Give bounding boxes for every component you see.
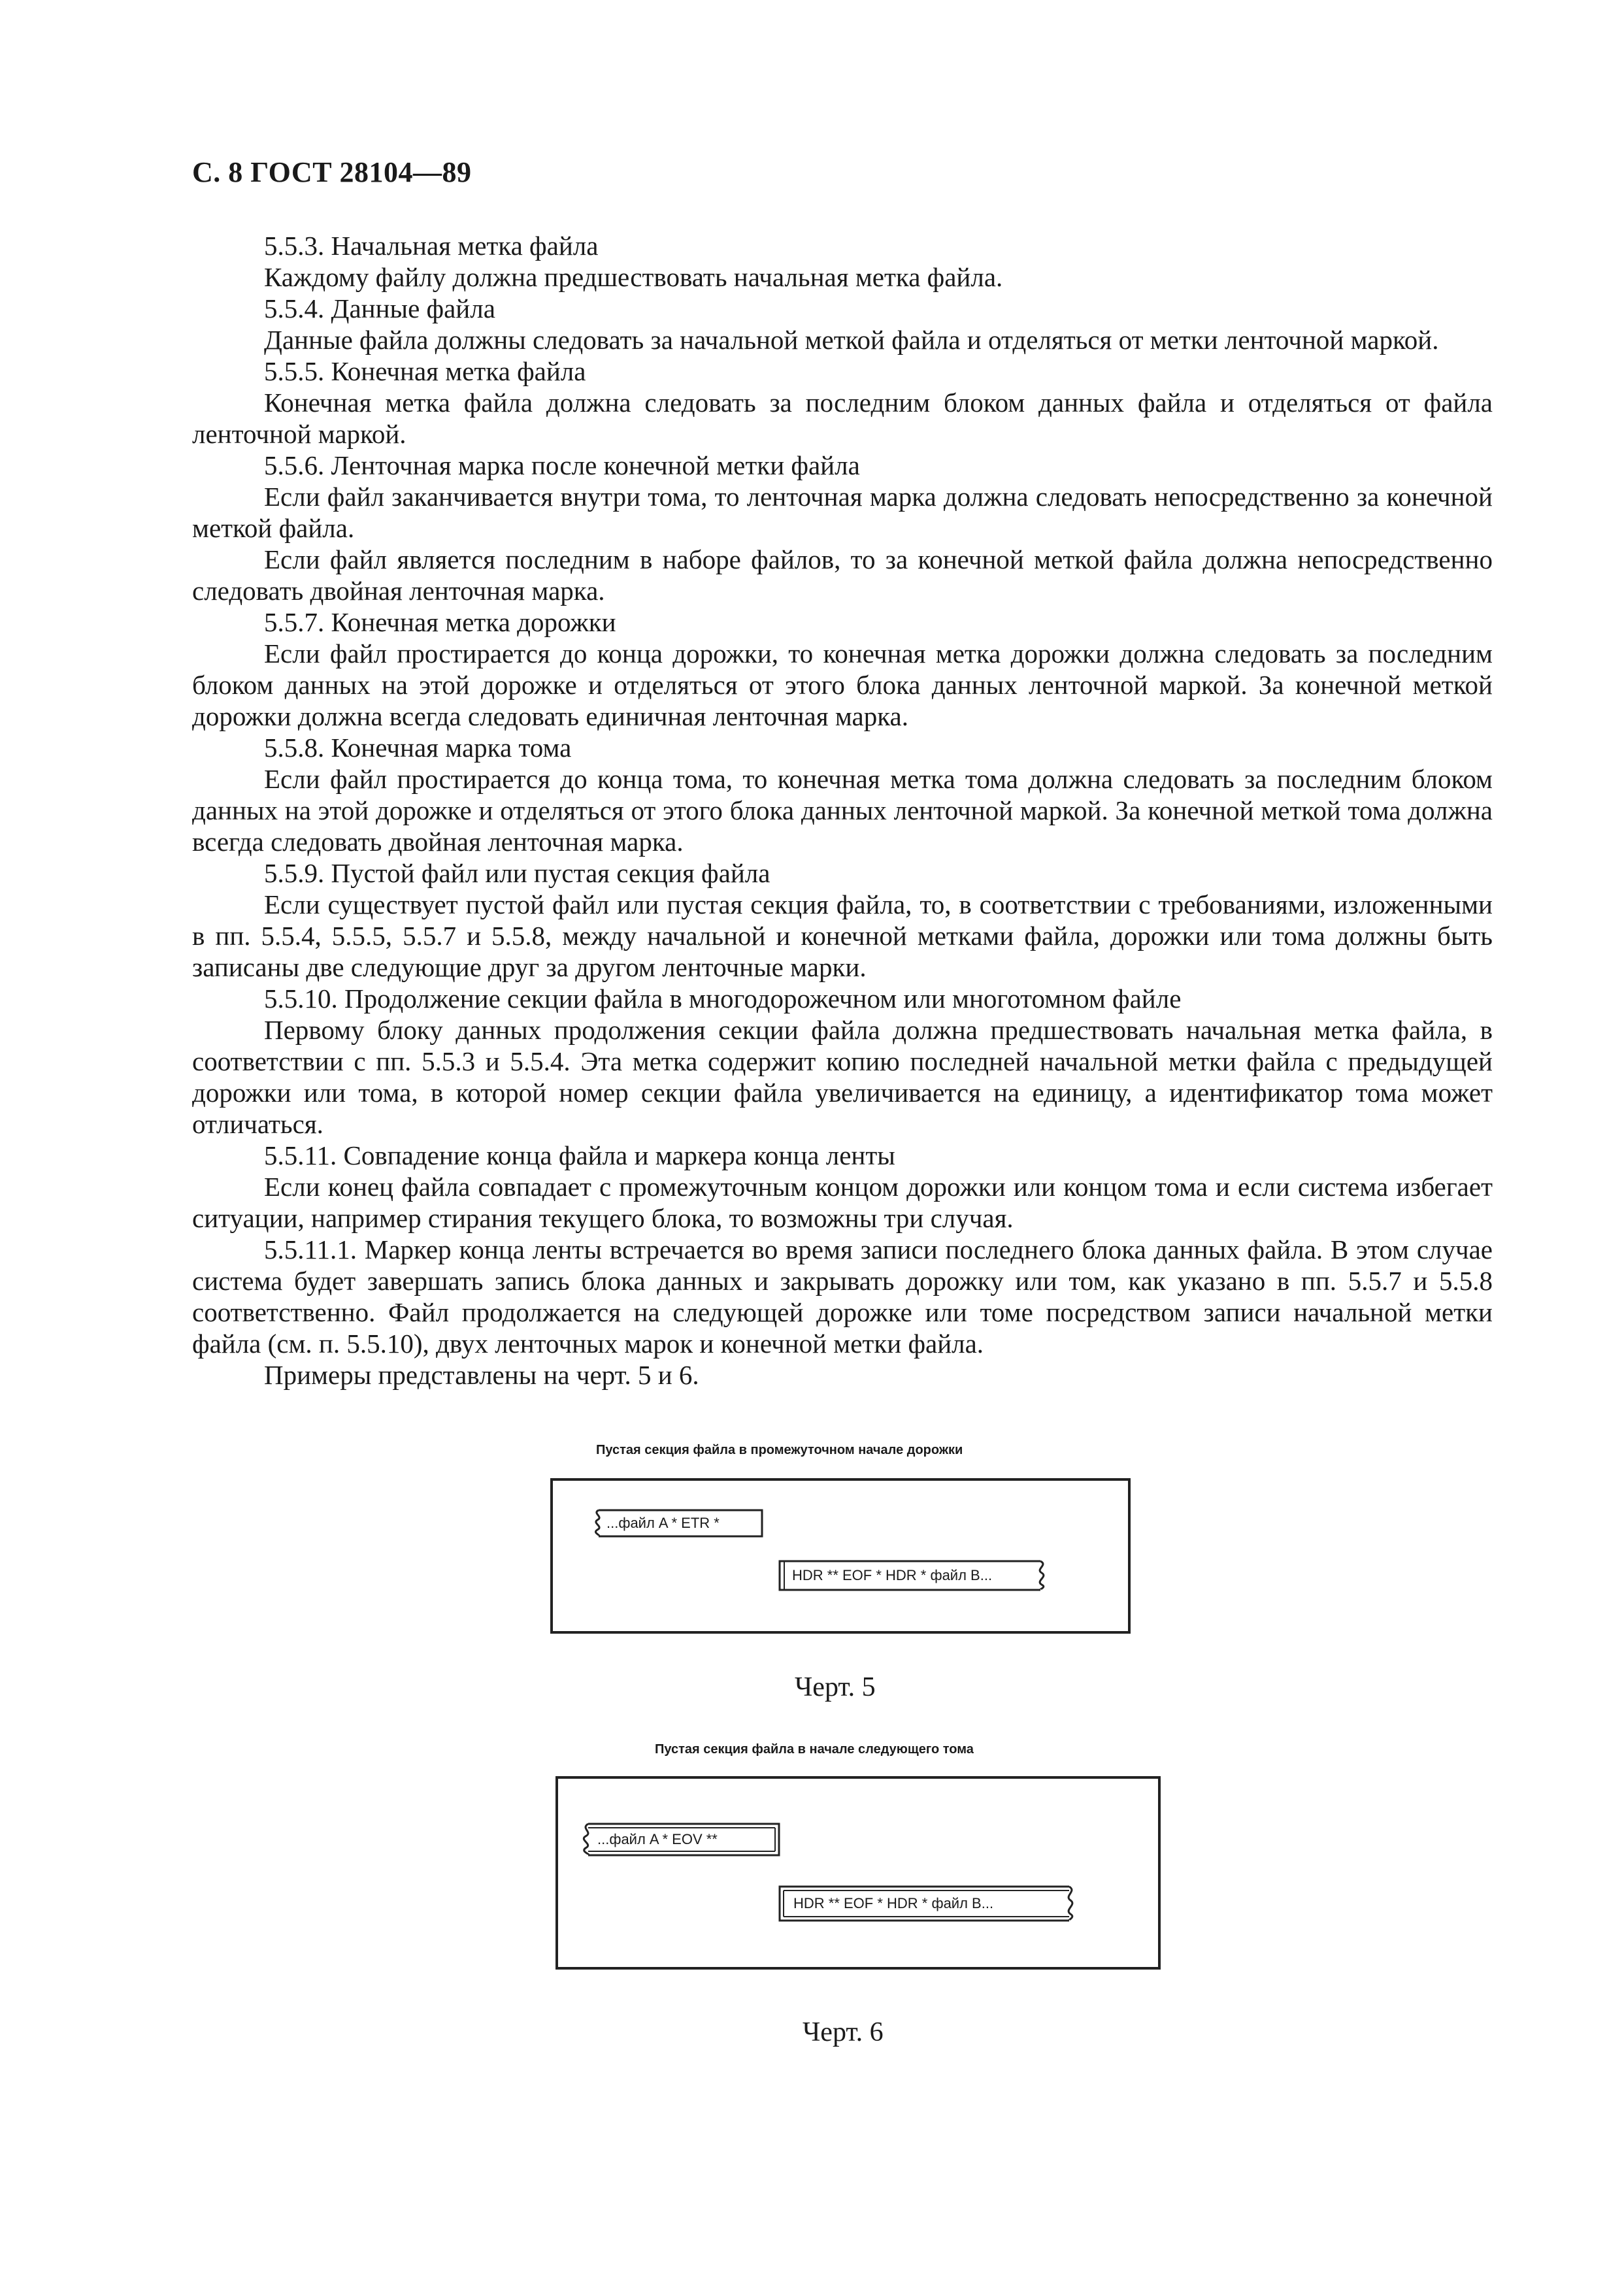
paragraph: Каждому файлу должна предшествовать начальная метка файла. <box>264 262 1003 292</box>
section-heading: 5.5.4. Данные файла <box>264 293 495 323</box>
paragraph: Если конец файла совпадает с промежуточным концом дорожки или концом тома и если система избегает ситуации, например стирания текущего блока, то возможны три случая. <box>192 1172 1493 1233</box>
diagram-frame <box>550 1478 1131 1634</box>
tape-block-lower <box>778 1559 1052 1592</box>
paragraph: Если файл простирается до конца тома, то конечная метка тома должна следовать за последним блоком данных на этой дорожке и отделяться от этого блока данных ленточной маркой. За конечной меткой тома должна всегда следовать двойная ленточная марка. <box>192 764 1493 857</box>
tape-label: HDR ** EOF * HDR * файл B... <box>792 1567 993 1583</box>
tape-label: ...файл A * ETR * <box>606 1515 720 1531</box>
section-heading: 5.5.11. Совпадение конца файла и маркера конца ленты <box>264 1140 895 1170</box>
paragraph: 5.5.11.1. Маркер конца ленты встречается во время записи последнего блока данных файла. В этом случае система будет завершать запись блока данных и закрывать дорожку или том, как указано в пп. 5.5.7 и 5.5.8 соответственно. Файл продолжается на следующей дорожке или томе посредством записи начальной метки файла (см. п. 5.5.10), двух ленточных марок и конечной метки файла. <box>192 1234 1493 1359</box>
paragraph: Данные файла должны следовать за начальной меткой файла и отделяться от метки ленточной маркой. <box>264 325 1439 355</box>
section-heading: 5.5.6. Ленточная марка после конечной метки файла <box>264 450 860 480</box>
tape-block-upper <box>589 1508 766 1538</box>
figure-caption: Черт. 6 <box>803 2017 884 2047</box>
page-header: С. 8 ГОСТ 28104—89 <box>192 156 472 188</box>
section-heading: 5.5.9. Пустой файл или пустая секция файла <box>264 858 771 888</box>
paragraph: Если файл заканчивается внутри тома, то ленточная марка должна следовать непосредственно за конечной меткой файла. <box>192 482 1493 543</box>
paragraph: Первому блоку данных продолжения секции файла должна предшествовать начальная метка файла, в соответствии с пп. 5.5.3 и 5.5.4. Эта метка содержит копию последней начальной метки файла с предыдущей дорожки или тома, в которой номер секции файла увеличивается на единицу, а идентификатор тома может отличаться. <box>192 1015 1493 1139</box>
section-heading: 5.5.10. Продолжение секции файла в многодорожечном или многотомном файле <box>264 983 1182 1014</box>
body-text <box>192 230 1493 1391</box>
paragraph: Конечная метка файла должна следовать за последним блоком данных файла и отделяться от файла ленточной маркой. <box>192 388 1493 449</box>
figure-title: Пустая секция файла в промежуточном начале дорожки <box>596 1443 963 1457</box>
section-heading: 5.5.5. Конечная метка файла <box>264 356 586 386</box>
tape-label: ...файл A * EOV ** <box>597 1831 718 1847</box>
section-heading: 5.5.8. Конечная марка тома <box>264 733 572 763</box>
figure-title: Пустая секция файла в начале следующего тома <box>655 1742 974 1757</box>
tape-block-lower <box>778 1885 1081 1923</box>
section-heading: 5.5.7. Конечная метка дорожки <box>264 607 616 637</box>
tape-label: HDR ** EOF * HDR * файл B... <box>793 1895 994 1911</box>
paragraph: Если файл является последним в наборе файлов, то за конечной меткой файла должна непосредственно следовать двойная ленточная марка. <box>192 544 1493 606</box>
paragraph: Если файл простирается до конца дорожки, то конечная метка дорожки должна следовать за последним блоком данных на этой дорожке и отделяться от этого блока данных ленточной маркой. За конечной меткой дорожки должна всегда следовать единичная ленточная марка. <box>192 638 1493 731</box>
section-heading: 5.5.3. Начальная метка файла <box>264 231 599 261</box>
paragraph: Если существует пустой файл или пустая секция файла, то, в соответствии с требованиями, изложенными в пп. 5.5.4, 5.5.5, 5.5.7 и 5.5.8, между начальной и конечной метками файла, дорожки или тома должны быть записаны две следующие друг за другом ленточные марки. <box>192 889 1493 982</box>
paragraph: Примеры представлены на черт. 5 и 6. <box>264 1360 699 1390</box>
figure-caption: Черт. 5 <box>795 1672 876 1702</box>
diagram-frame <box>555 1776 1161 1970</box>
tape-block-upper <box>578 1822 782 1857</box>
